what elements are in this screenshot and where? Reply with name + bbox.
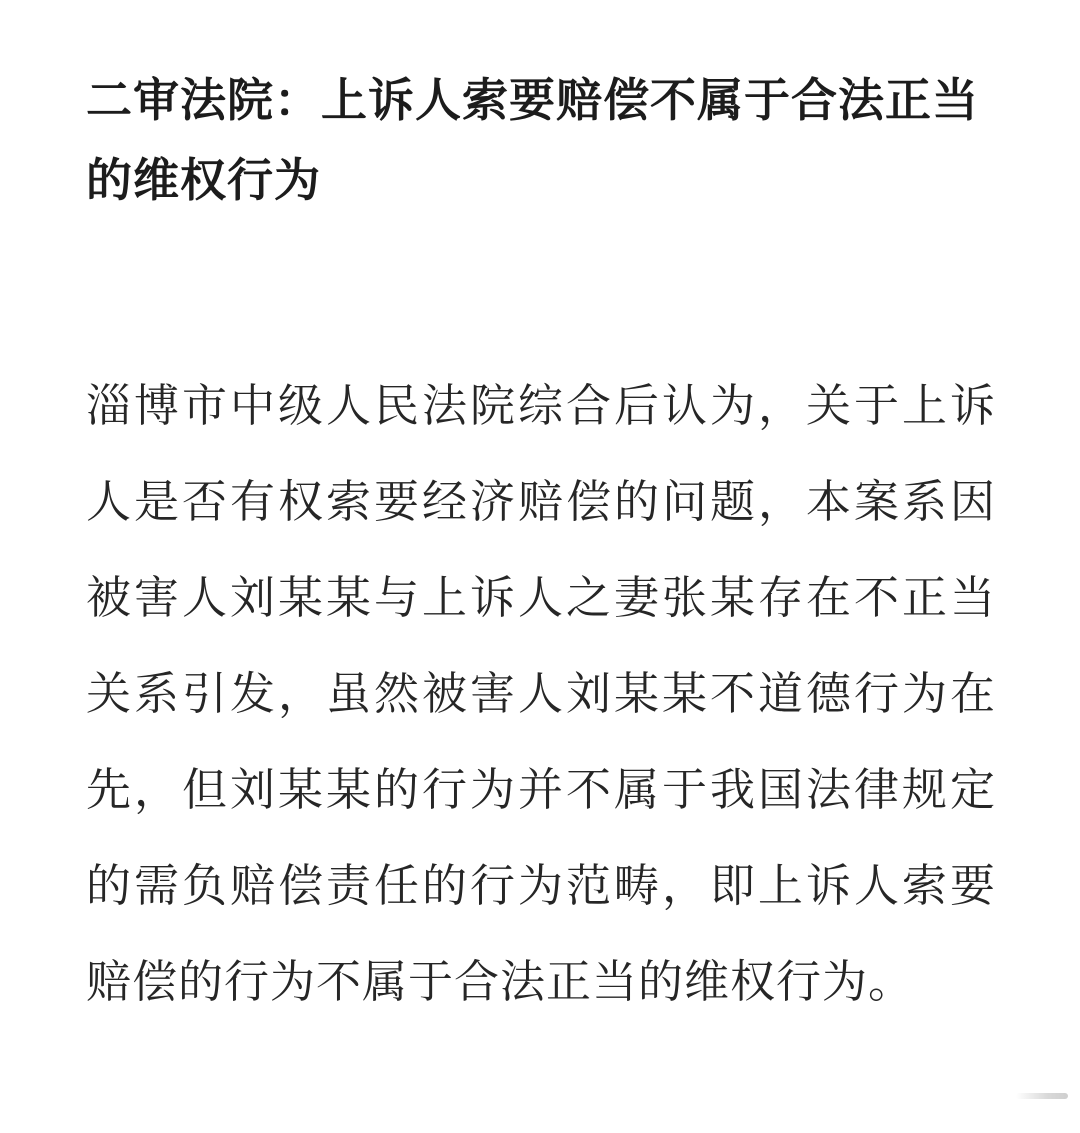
section-heading: 二审法院：上诉人索要赔偿不属于合法正当的维权行为	[86, 73, 979, 207]
scroll-indicator	[1016, 1093, 1068, 1099]
article-body	[86, 60, 996, 1030]
article-paragraph: 淄博市中级人民法院综合后认为，关于上诉人是否有权索要经济赔偿的问题，本案系因被害人刘某某与上诉人之妻张某存在不正当关系引发，虽然被害人刘某某不道德行为在先，但刘某某的行为并不属于我国法律规定的需负赔偿责任的行为范畴，即上诉人索要赔偿的行为不属于合法正当的维权行为。	[86, 379, 996, 1008]
